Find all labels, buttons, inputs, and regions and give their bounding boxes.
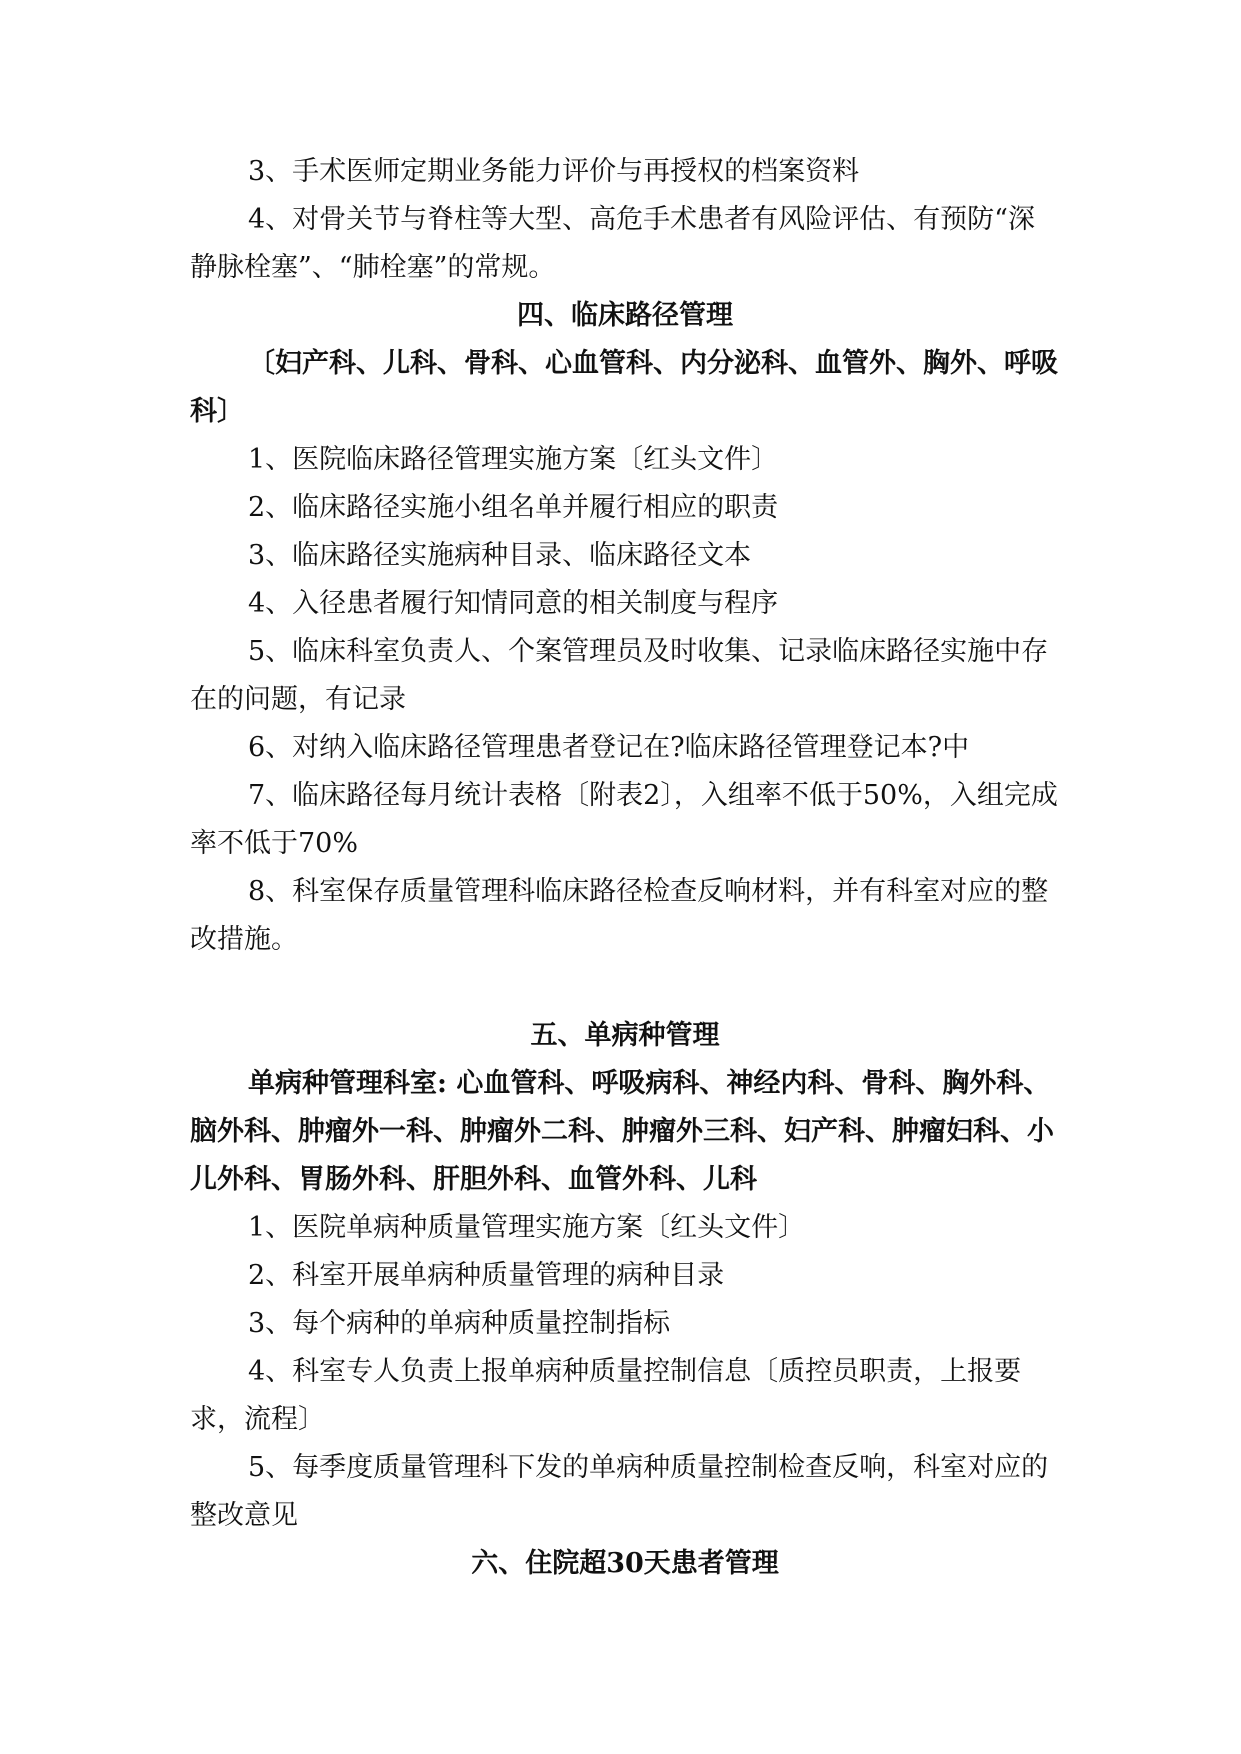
section5-departments: 单病种管理科室: 心血管科、呼吸病科、神经内科、骨科、胸外科、脑外科、肿瘤外一科、肿瘤外二科、肿瘤外三科、妇产科、肿瘤妇科、小儿外科、胃肠外科、肝胆外科、血管外科、儿科 [190, 1068, 1054, 1195]
section5-item: 2、科室开展单病种质量管理的病种目录 [248, 1260, 725, 1291]
section5-item: 5、每季度质量管理科下发的单病种质量控制检查反响，科室对应的整改意见 [190, 1452, 1049, 1531]
section4-item: 4、入径患者履行知情同意的相关制度与程序 [248, 588, 779, 619]
section5-item: 4、科室专人负责上报单病种质量控制信息〔质控员职责，上报要求，流程〕 [190, 1356, 1022, 1435]
section3-item-3: 3、手术医师定期业务能力评价与再授权的档案资料 [248, 156, 860, 187]
section4-item: 5、临床科室负责人、个案管理员及时收集、记录临床路径实施中存在的问题，有记录 [190, 636, 1049, 715]
section3-item-4: 4、对骨关节与脊柱等大型、高危手术患者有风险评估、有预防“深静脉栓塞”、“肺栓塞”的常规。 [190, 204, 1035, 283]
section4-item: 1、医院临床路径管理实施方案〔红头文件〕 [248, 444, 779, 475]
section5-heading: 五、单病种管理 [530, 1020, 720, 1051]
section6-heading: 六、住院超30天患者管理 [471, 1548, 779, 1579]
section5-item: 3、每个病种的单病种质量控制指标 [248, 1308, 671, 1339]
section4-departments: 〔妇产科、儿科、骨科、心血管科、内分泌科、血管外、胸外、呼吸科〕 [190, 348, 1058, 427]
section4-item: 2、临床路径实施小组名单并履行相应的职责 [248, 492, 779, 523]
section5-item: 1、医院单病种质量管理实施方案〔红头文件〕 [248, 1212, 806, 1243]
section4-item: 3、临床路径实施病种目录、临床路径文本 [248, 540, 752, 571]
section4-item: 7、临床路径每月统计表格〔附表2〕，入组率不低于50%，入组完成率不低于70% [190, 780, 1058, 859]
section4-item: 6、对纳入临床路径管理患者登记在?临床路径管理登记本?中 [248, 732, 970, 763]
paragraph-spacer [190, 964, 1060, 1012]
section4-heading: 四、临床路径管理 [517, 300, 733, 331]
section4-item: 8、科室保存质量管理科临床路径检查反响材料，并有科室对应的整改措施。 [190, 876, 1049, 955]
document-page [190, 148, 1060, 1588]
